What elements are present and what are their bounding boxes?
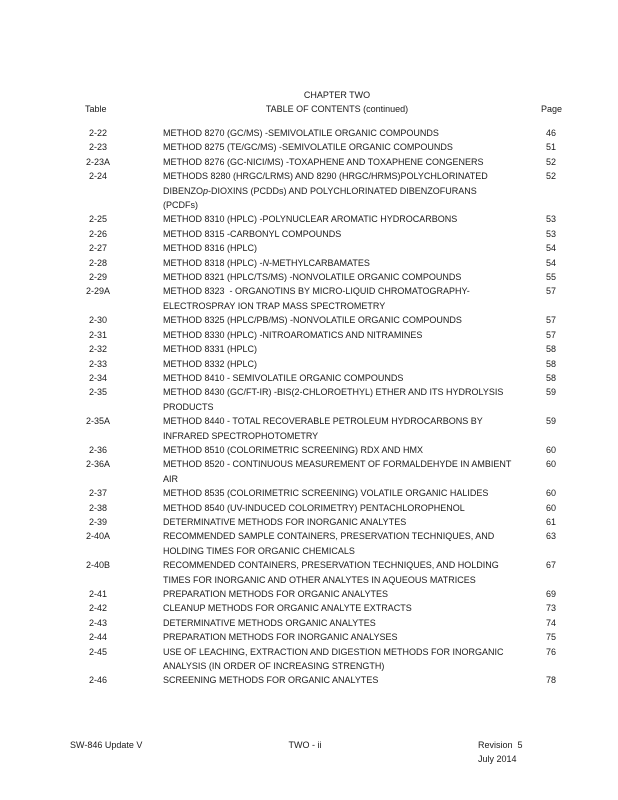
toc-entry-title-line: INFRARED SPECTROPHOTOMETRY — [163, 430, 319, 441]
toc-entry-title — [163, 587, 515, 601]
toc-entry-title-line: METHOD 8275 (TE/GC/MS) -SEMIVOLATILE ORGANIC COMPOUNDS — [163, 142, 453, 153]
toc-entry-table-number: 2-31 — [88, 329, 107, 340]
toc-entry-title-line: METHOD 8325 (HPLC/PB/MS) -NONVOLATILE ORGANIC COMPOUNDS — [163, 315, 462, 326]
toc-entry-title — [163, 529, 515, 558]
toc-entry-title — [163, 501, 515, 515]
toc-entry-page-number: 60 — [545, 444, 556, 455]
toc-entry-title-line: RECOMMENDED SAMPLE CONTAINERS, PRESERVATION TECHNIQUES, AND — [163, 531, 495, 542]
toc-entry-table-number: 2-23 — [88, 142, 107, 153]
toc-row — [0, 227, 618, 241]
toc-row — [0, 313, 618, 327]
italic-text-segment: p — [203, 185, 209, 196]
toc-entry-page-number: 59 — [545, 416, 556, 427]
toc-entry-title — [163, 155, 515, 169]
toc-entry-title-line: METHOD 8276 (GC-NICI/MS) -TOXAPHENE AND TOXAPHENE CONGENERS — [163, 156, 484, 167]
toc-entry-title — [163, 313, 515, 327]
toc-entry-page-number: 53 — [545, 214, 556, 225]
toc-entry-page-number: 67 — [545, 560, 556, 571]
toc-entry-page-number: 52 — [545, 171, 556, 182]
toc-entry-title-line: METHOD 8440 - TOTAL RECOVERABLE PETROLEUM HYDROCARBONS BY — [163, 416, 483, 427]
toc-entry-title-line: METHOD 8330 (HPLC) -NITROAROMATICS AND NITRAMINES — [163, 329, 423, 340]
toc-entry-title — [163, 140, 515, 154]
toc-entry-title-line: METHOD 8540 (UV-INDUCED COLORIMETRY) PENTACHLOROPHENOL — [163, 502, 465, 513]
toc-entry-title — [163, 256, 515, 270]
text-segment: METHOD 8318 (HPLC) - — [163, 257, 263, 268]
toc-entry-table-number: 2-37 — [88, 488, 107, 499]
toc-entry-page-number: 58 — [545, 344, 556, 355]
toc-entry-page-number: 52 — [545, 156, 556, 167]
toc-entry-table-number: 2-36A — [85, 459, 111, 470]
toc-entry-title — [163, 616, 515, 630]
toc-entry-title-line: RECOMMENDED CONTAINERS, PRESERVATION TECHNIQUES, AND HOLDING — [163, 560, 499, 571]
toc-entry-table-number: 2-41 — [88, 589, 107, 599]
toc-entry-title-line: METHODS 8280 (HRGC/LRMS) AND 8290 (HRGC/HRMS)POLYCHLORINATED — [163, 171, 488, 182]
toc-entry-table-number: 2-44 — [88, 632, 107, 643]
toc-entry-page-number: 58 — [545, 372, 556, 383]
toc-entry-page-number: 60 — [545, 488, 556, 499]
toc-entry-table-number: 2-40A — [85, 531, 111, 542]
toc-entry-title — [163, 558, 515, 587]
toc-entry-table-number: 2-29 — [88, 272, 107, 283]
toc-entry-title-line: ELECTROSPRAY ION TRAP MASS SPECTROMETRY — [163, 300, 386, 311]
toc-row — [0, 284, 618, 313]
toc-entry-table-number: 2-42 — [88, 603, 107, 614]
toc-entry-title-line: TIMES FOR INORGANIC AND OTHER ANALYTES IN AQUEOUS MATRICES — [163, 574, 476, 585]
toc-entry-table-number: 2-38 — [88, 502, 107, 513]
toc-entry-title — [163, 342, 515, 356]
text-segment: -DIOXINS (PCDDs) AND POLYCHLORINATED DIBENZOFURANS — [208, 185, 477, 196]
toc-entry-table-number: 2-35 — [88, 387, 107, 398]
toc-entry-title-line: PREPARATION METHODS FOR INORGANIC ANALYSES — [163, 632, 398, 643]
toc-entry-title-line — [163, 184, 515, 198]
footer-page-label: TWO - ii — [288, 740, 322, 750]
toc-entry-title — [163, 457, 515, 486]
toc-entry-title-line: PREPARATION METHODS FOR ORGANIC ANALYTES — [163, 589, 389, 599]
toc-entry-table-number: 2-33 — [88, 358, 107, 369]
toc-row — [0, 328, 618, 342]
toc-entry-table-number: 2-26 — [88, 228, 107, 239]
toc-entry-title-line: ANALYSIS (IN ORDER OF INCREASING STRENGTH) — [163, 661, 385, 672]
toc-entry-title-line: METHOD 8270 (GC/MS) -SEMIVOLATILE ORGANIC COMPOUNDS — [163, 128, 439, 138]
toc-entry-title-line: HOLDING TIMES FOR ORGANIC CHEMICALS — [163, 545, 355, 556]
toc-entry-table-number: 2-45 — [88, 646, 107, 657]
toc-entry-table-number: 2-29A — [85, 286, 111, 297]
toc-entry-title-line: DETERMINATIVE METHODS ORGANIC ANALYTES — [163, 617, 376, 628]
toc-row — [0, 501, 618, 515]
toc-entry-page-number: 59 — [545, 387, 556, 398]
toc-entry-table-number: 2-23A — [85, 156, 111, 167]
toc-entry-title — [163, 328, 515, 342]
toc-entry-page-number: 46 — [545, 128, 556, 138]
toc-entry-title-line: METHOD 8316 (HPLC) — [163, 243, 258, 254]
toc-row — [0, 241, 618, 255]
footer-date-line: July 2014 — [478, 754, 517, 765]
toc-entry-title-line: METHOD 8315 -CARBONYL COMPOUNDS — [163, 228, 342, 239]
toc-entry-title — [163, 227, 515, 241]
toc-entry-page-number: 54 — [545, 243, 556, 254]
toc-row — [0, 414, 618, 443]
toc-entry-title — [163, 673, 515, 687]
toc-entry-page-number: 57 — [545, 286, 556, 297]
toc-entry-title — [163, 601, 515, 615]
toc-entry-page-number: 75 — [545, 632, 556, 643]
toc-row — [0, 616, 618, 630]
toc-entry-title-line: METHOD 8321 (HPLC/TS/MS) -NONVOLATILE ORGANIC COMPOUNDS — [163, 272, 462, 283]
toc-row — [0, 169, 618, 212]
toc-entry-title — [163, 371, 515, 385]
toc-header — [0, 88, 618, 117]
toc-entry-title — [163, 486, 515, 500]
toc-entry-page-number: 54 — [545, 257, 556, 268]
toc-row — [0, 558, 618, 587]
footer-revision-block — [478, 738, 523, 767]
toc-row — [0, 515, 618, 529]
toc-entry-title-line: (PCDFs) — [163, 200, 198, 211]
toc-entry-table-number: 2-43 — [88, 617, 107, 628]
toc-row — [0, 385, 618, 414]
toc-entry-title — [163, 241, 515, 255]
toc-entry-page-number: 55 — [545, 272, 556, 283]
toc-entry-title — [163, 515, 515, 529]
toc-entry-page-number: 58 — [545, 358, 556, 369]
toc-entry-page-number: 63 — [545, 531, 556, 542]
toc-entry-title — [163, 270, 515, 284]
toc-row — [0, 270, 618, 284]
toc-entry-title-line: CLEANUP METHODS FOR ORGANIC ANALYTE EXTRACTS — [163, 603, 412, 614]
toc-entry-page-number: 60 — [545, 502, 556, 513]
toc-title: TABLE OF CONTENTS (continued) — [265, 104, 409, 115]
toc-row — [0, 155, 618, 169]
toc-entry-page-number: 61 — [545, 516, 556, 527]
toc-entry-table-number: 2-25 — [88, 214, 107, 225]
toc-entry-title-line: METHOD 8510 (COLORIMETRIC SCREENING) RDX AND HMX — [163, 444, 424, 455]
toc-entry-title-line: METHOD 8520 - CONTINUOUS MEASUREMENT OF FORMALDEHYDE IN AMBIENT — [163, 459, 512, 470]
toc-entry-title — [163, 212, 515, 226]
table-column-header: Table — [85, 104, 107, 115]
toc-entry-title-line: METHOD 8430 (GC/FT-IR) -BIS(2-CHLOROETHYL) ETHER AND ITS HYDROLYSIS — [163, 387, 504, 398]
toc-entry-table-number: 2-46 — [88, 675, 107, 686]
toc-entry-title-line: AIR — [163, 473, 179, 484]
toc-entry-table-number: 2-32 — [88, 344, 107, 355]
toc-entry-table-number: 2-22 — [88, 128, 107, 138]
page-column-header: Page — [540, 104, 562, 115]
toc-row — [0, 587, 618, 601]
toc-row — [0, 443, 618, 457]
toc-entry-title-line: METHOD 8310 (HPLC) -POLYNUCLEAR AROMATIC HYDROCARBONS — [163, 214, 458, 225]
toc-row — [0, 486, 618, 500]
text-segment: -METHYLCARBAMATES — [269, 257, 370, 268]
footer-document-id: SW-846 Update V — [70, 740, 143, 750]
toc-entry-table-number: 2-40B — [85, 560, 111, 571]
toc-entry-title-line: SCREENING METHODS FOR ORGANIC ANALYTES — [163, 675, 379, 686]
toc-entry-page-number: 57 — [545, 329, 556, 340]
toc-entry-table-number: 2-36 — [88, 444, 107, 455]
toc-entry-page-number: 53 — [545, 228, 556, 239]
toc-entry-title-line: METHOD 8323 - ORGANOTINS BY MICRO-LIQUID CHROMATOGRAPHY- — [163, 286, 470, 297]
toc-entry-page-number: 51 — [545, 142, 556, 153]
toc-entry-title-line: METHOD 8535 (COLORIMETRIC SCREENING) VOLATILE ORGANIC HALIDES — [163, 488, 489, 499]
toc-entries — [0, 126, 618, 688]
toc-entry-title — [163, 284, 515, 313]
chapter-title: CHAPTER TWO — [303, 90, 371, 100]
toc-entry-title-line: METHOD 8332 (HPLC) — [163, 358, 258, 369]
toc-row — [0, 645, 618, 674]
toc-entry-title — [163, 630, 515, 644]
toc-row — [0, 457, 618, 486]
toc-entry-title — [163, 357, 515, 371]
toc-entry-table-number: 2-28 — [88, 257, 107, 268]
toc-entry-page-number: 78 — [545, 675, 556, 686]
toc-entry-page-number: 60 — [545, 459, 556, 470]
text-segment: DIBENZO — [163, 185, 204, 196]
toc-entry-table-number: 2-39 — [88, 516, 107, 527]
toc-entry-table-number: 2-30 — [88, 315, 107, 326]
toc-entry-table-number: 2-27 — [88, 243, 107, 254]
toc-entry-title — [163, 443, 515, 457]
toc-entry-title — [163, 169, 515, 212]
toc-entry-title — [163, 645, 515, 674]
footer-revision-line: Revision 5 — [478, 740, 523, 750]
toc-entry-title — [163, 385, 515, 414]
toc-entry-title-line: USE OF LEACHING, EXTRACTION AND DIGESTION METHODS FOR INORGANIC — [163, 646, 504, 657]
toc-row — [0, 371, 618, 385]
toc-row — [0, 342, 618, 356]
toc-entry-table-number: 2-34 — [88, 372, 107, 383]
toc-row — [0, 630, 618, 644]
toc-entry-page-number: 57 — [545, 315, 556, 326]
toc-row — [0, 529, 618, 558]
toc-entry-title-line: DETERMINATIVE METHODS FOR INORGANIC ANALYTES — [163, 516, 407, 527]
toc-entry-page-number: 69 — [545, 589, 556, 599]
toc-column-header-row — [0, 102, 618, 116]
toc-row — [0, 357, 618, 371]
toc-entry-page-number: 74 — [545, 617, 556, 628]
toc-entry-title-line: PRODUCTS — [163, 401, 214, 412]
toc-row — [0, 212, 618, 226]
toc-entry-table-number: 2-35A — [85, 416, 111, 427]
toc-row — [0, 126, 618, 140]
italic-text-segment: N — [262, 257, 270, 268]
page-footer — [0, 738, 618, 770]
toc-entry-title — [163, 126, 515, 140]
toc-entry-page-number: 73 — [545, 603, 556, 614]
toc-entry-title — [163, 414, 515, 443]
toc-row — [0, 256, 618, 270]
toc-entry-table-number: 2-24 — [88, 171, 107, 182]
toc-entry-title-line: METHOD 8410 - SEMIVOLATILE ORGANIC COMPOUNDS — [163, 372, 404, 383]
toc-row — [0, 601, 618, 615]
toc-row — [0, 140, 618, 154]
toc-entry-page-number: 76 — [545, 646, 556, 657]
toc-entry-title-line — [163, 256, 515, 270]
toc-row — [0, 673, 618, 687]
toc-entry-title-line: METHOD 8331 (HPLC) — [163, 344, 258, 355]
